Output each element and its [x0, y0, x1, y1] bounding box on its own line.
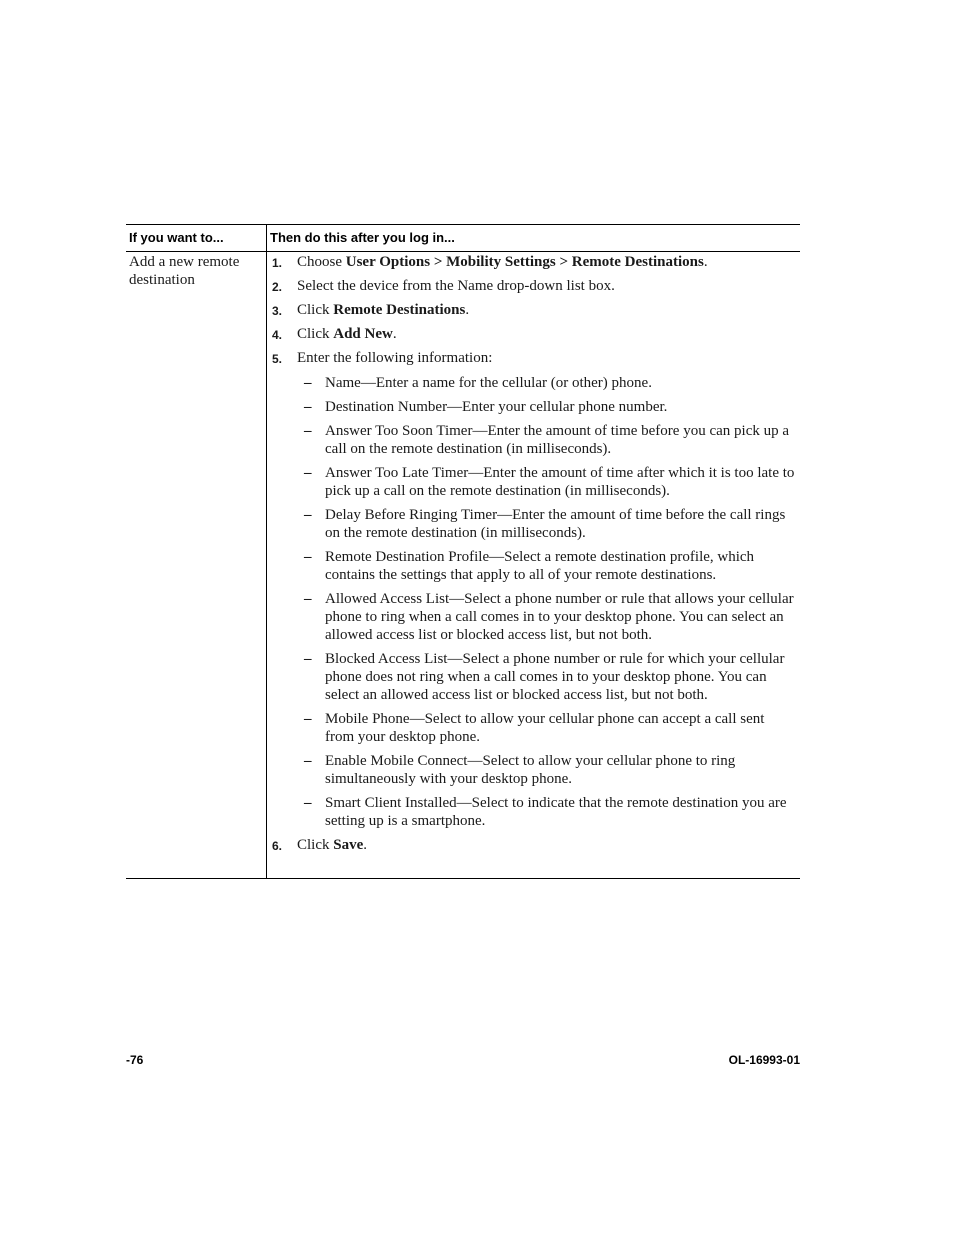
field-list-item: [297, 752, 796, 788]
field-list-item: [297, 464, 796, 500]
step-text-part: .: [465, 302, 470, 318]
procedure-step: [272, 325, 796, 343]
procedure-step: [272, 277, 796, 295]
step-text: [297, 254, 708, 270]
step-text-part: Click: [297, 302, 334, 318]
step-text-part: Click: [297, 326, 334, 342]
field-description: Delay Before Ringing Timer—Enter the amount of time before the call rings on the remote destination (in milliseconds).: [325, 507, 786, 541]
dash-bullet: –: [304, 399, 312, 415]
field-list-item: [297, 506, 796, 542]
column-divider: [266, 225, 267, 878]
field-list-item: [297, 398, 796, 416]
column-header-task: If you want to...: [129, 230, 224, 245]
column-header-steps: Then do this after you log in...: [270, 230, 455, 245]
field-description: Enable Mobile Connect—Select to allow your cellular phone to ring simultaneously with your desktop phone.: [325, 753, 736, 787]
step-number: 5.: [272, 352, 283, 366]
step-text-part: Select the device from the Name drop-down list box.: [297, 278, 615, 294]
field-description: Destination Number—Enter your cellular phone number.: [325, 399, 668, 415]
field-list-item: [297, 794, 796, 830]
dash-bullet: –: [304, 651, 312, 667]
dash-bullet: –: [304, 549, 312, 565]
dash-bullet: –: [304, 711, 312, 727]
step-text-part: Click: [297, 837, 334, 853]
field-description: Name—Enter a name for the cellular (or other) phone.: [325, 375, 652, 391]
dash-bullet: –: [304, 591, 312, 607]
field-list-item: [297, 422, 796, 458]
step-text: [297, 350, 492, 366]
step-text: [297, 302, 469, 318]
field-description: Allowed Access List—Select a phone number or rule that allows your cellular phone to ring when a call comes in to your desktop phone. You can select an allowed access list or blocked access list, but not both.: [325, 591, 794, 643]
procedure-table: [126, 224, 800, 879]
step-number: 1.: [272, 256, 283, 270]
procedure-step: [272, 301, 796, 319]
field-description: Blocked Access List—Select a phone number or rule for which your cellular phone does not ring when a call comes in to your desktop phone. You can select an allowed access list or blocked access list, but not both.: [325, 651, 785, 703]
dash-bullet: –: [304, 465, 312, 481]
document-id: OL-16993-01: [728, 1053, 800, 1067]
procedure-step: [272, 349, 796, 830]
step-text-part: Choose: [297, 254, 346, 270]
field-description: Smart Client Installed—Select to indicate that the remote destination you are setting up is a smartphone.: [325, 795, 787, 829]
step-number: 3.: [272, 304, 283, 318]
field-list-item: [297, 590, 796, 644]
procedure-step: [272, 836, 796, 854]
dash-bullet: –: [304, 423, 312, 439]
step-text-part: .: [703, 254, 708, 270]
field-description: Remote Destination Profile—Select a remote destination profile, which contains the settings that apply to all of your remote destinations.: [325, 549, 755, 583]
dash-bullet: –: [304, 753, 312, 769]
ui-term: Remote Destinations: [333, 302, 466, 318]
task-cell: Add a new remote destination: [129, 254, 240, 288]
field-list: [297, 374, 796, 830]
step-text-part: Enter the following information:: [297, 350, 493, 366]
step-text: [297, 278, 615, 294]
field-list-item: [297, 374, 796, 392]
step-number: 6.: [272, 839, 283, 853]
step-number: 2.: [272, 280, 283, 294]
field-description: Answer Too Soon Timer—Enter the amount of time before you can pick up a call on the remote destination (in milliseconds).: [325, 423, 790, 457]
field-description: Mobile Phone—Select to allow your cellular phone can accept a call sent from your desktop phone.: [325, 711, 765, 745]
steps-cell: [272, 253, 796, 860]
ui-term: Save: [333, 837, 364, 853]
field-list-item: [297, 710, 796, 746]
ui-term: User Options > Mobility Settings > Remote Destinations: [345, 254, 704, 270]
step-text: [297, 326, 397, 342]
field-description: Answer Too Late Timer—Enter the amount of time after which it is too late to pick up a call on the remote destination (in milliseconds).: [325, 465, 795, 499]
dash-bullet: –: [304, 375, 312, 391]
step-text-part: .: [363, 837, 367, 853]
dash-bullet: –: [304, 795, 312, 811]
page-number: -76: [126, 1053, 144, 1067]
field-list-item: [297, 650, 796, 704]
procedure-step: [272, 253, 796, 271]
dash-bullet: –: [304, 507, 312, 523]
header-divider: [126, 251, 800, 252]
step-text: [297, 837, 367, 853]
field-list-item: [297, 548, 796, 584]
ui-term: Add New: [333, 326, 393, 342]
step-number: 4.: [272, 328, 283, 342]
step-text-part: .: [392, 326, 397, 342]
